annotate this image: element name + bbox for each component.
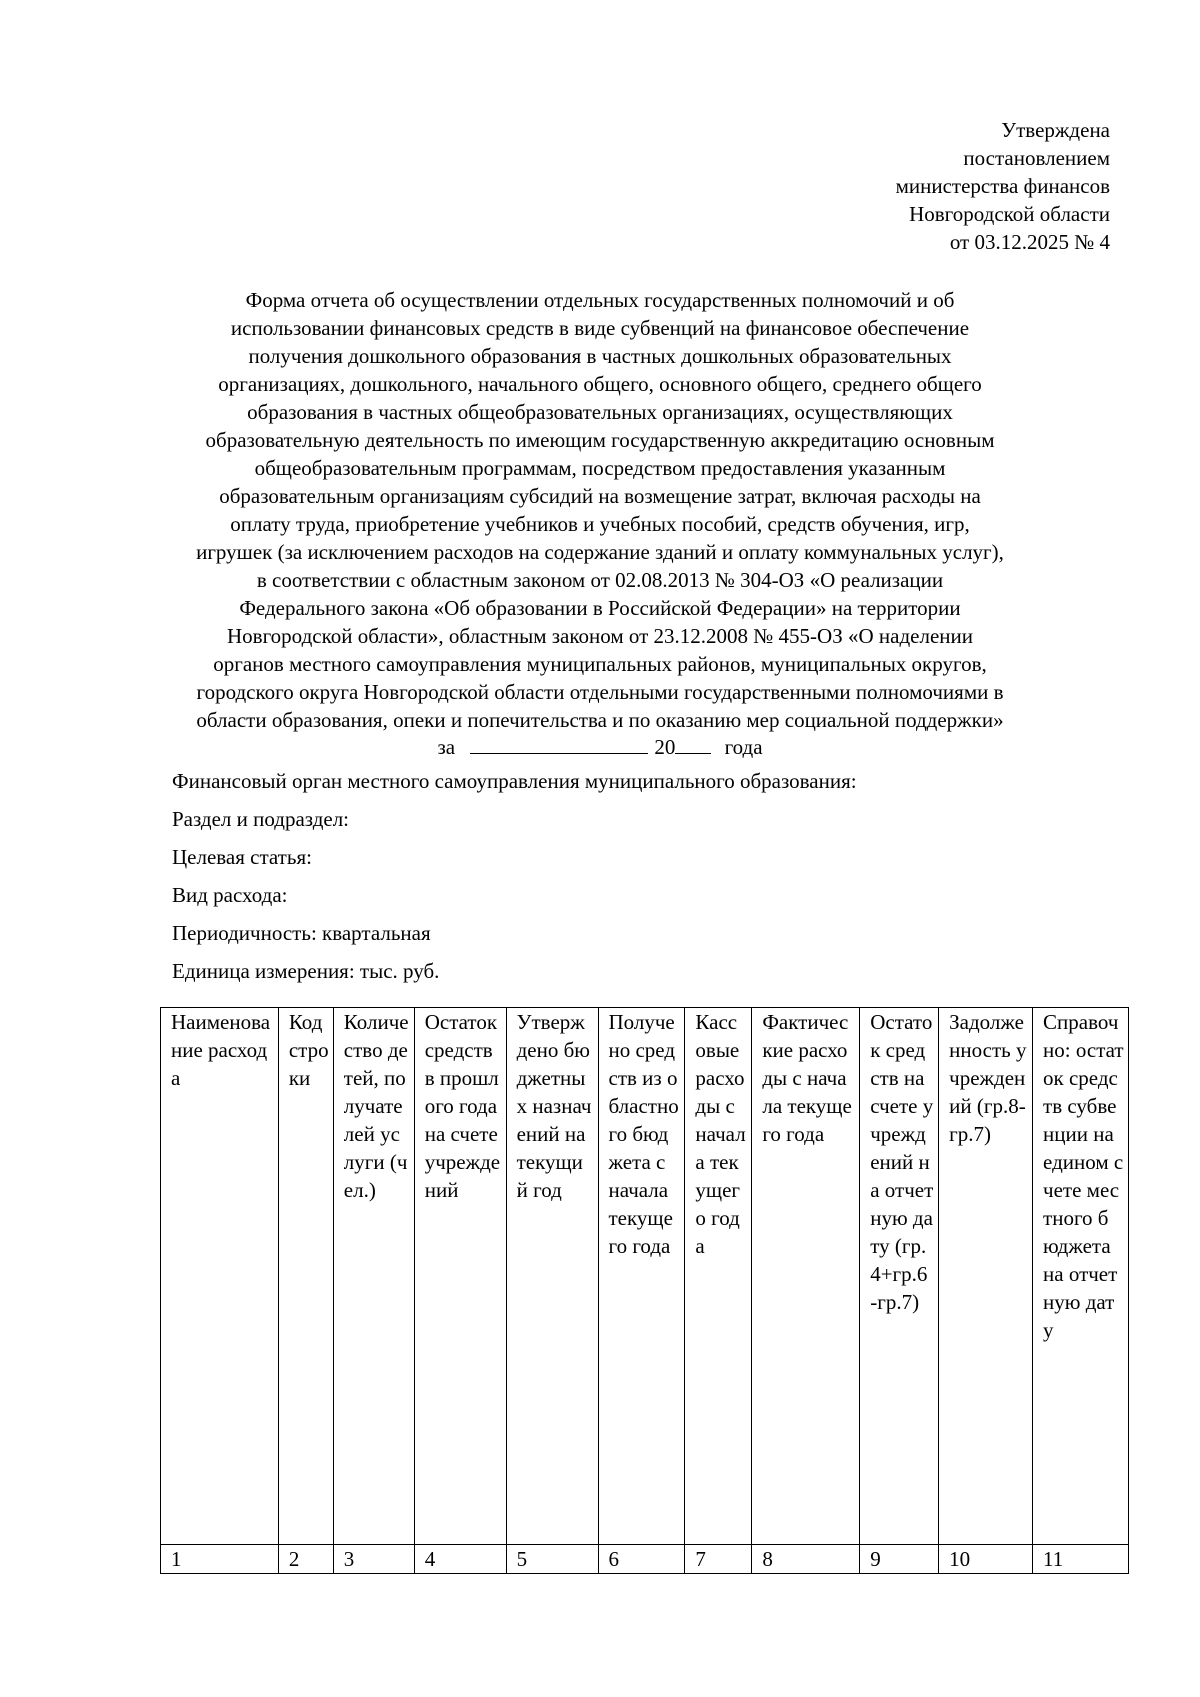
header-cell-balance-on-date: Остаток средств на счете учреждений на отчетную дату (гр.4+гр.6-гр.7) (860, 1008, 939, 1545)
field-section: Раздел и подраздел: (172, 807, 350, 831)
title-line: органов местного самоуправления муниципальных районов, муниципальных округов, (213, 652, 987, 676)
report-period-line (0, 733, 1200, 761)
period-blank[interactable] (470, 733, 648, 754)
field-financial-body: Финансовый орган местного самоуправления муниципального образования: (172, 769, 857, 793)
title-line: оплату труда, приобретение учебников и учебных пособий, средств обучения, игр, (230, 512, 970, 536)
header-cell-expense-name: Наименование расхода (161, 1008, 279, 1545)
field-expense-type: Вид расхода: (172, 883, 288, 907)
number-cell: 2 (278, 1545, 333, 1574)
report-fields (172, 762, 857, 990)
header-cell-approved-budget: Утверждено бюджетных назначений на текущий год (506, 1008, 598, 1545)
header-cell-prev-year-balance: Остаток средств в прошлого года на счете учреждений (414, 1008, 506, 1545)
title-line: общеобразовательным программам, посредством предоставления указанным (254, 456, 946, 480)
period-prefix: за (437, 735, 456, 759)
title-line: получения дошкольного образования в частных дошкольных образовательных (248, 344, 952, 368)
title-line: городского округа Новгородской области отдельными государственными полномочиями в (196, 680, 1004, 704)
number-cell: 7 (685, 1545, 752, 1574)
number-cell: 1 (161, 1545, 279, 1574)
number-cell: 6 (598, 1545, 685, 1574)
period-suffix: года (724, 735, 763, 759)
table-number-row (161, 1545, 1129, 1574)
title-line: Федерального закона «Об образовании в Российской Федерации» на территории (239, 596, 961, 620)
header-cell-actual-expenses: Фактические расходы с начала текущего года (752, 1008, 860, 1545)
approval-line: министерства финансов (895, 174, 1110, 198)
approval-line: Утверждена (1001, 118, 1110, 142)
period-year-prefix: 20 (654, 735, 676, 759)
approval-block (896, 116, 1110, 256)
title-line: области образования, опеки и попечительства и по оказанию мер социальной поддержки» (196, 708, 1004, 732)
header-cell-children-count: Количество детей, получателей услуги (чел.) (333, 1008, 414, 1545)
title-line: игрушек (за исключением расходов на содержание зданий и оплату коммунальных услуг), (196, 540, 1004, 564)
number-cell: 5 (506, 1545, 598, 1574)
approval-line: Новгородской области (909, 202, 1110, 226)
title-line: организациях, дошкольного, начального общего, основного общего, среднего общего (218, 372, 982, 396)
title-line: образовательным организациям субсидий на возмещение затрат, включая расходы на (219, 484, 981, 508)
number-cell: 4 (414, 1545, 506, 1574)
field-target-article: Целевая статья: (172, 845, 312, 869)
approval-line: постановлением (963, 146, 1110, 170)
field-periodicity: Периодичность: квартальная (172, 921, 431, 945)
title-line: Новгородской области», областным законом от 23.12.2008 № 455-ОЗ «О наделении (227, 624, 973, 648)
report-table (160, 1007, 1129, 1574)
title-line: использовании финансовых средств в виде субвенций на финансовое обеспечение (230, 316, 970, 340)
header-cell-debt: Задолженность учреждений (гр.8-гр.7) (939, 1008, 1033, 1545)
number-cell: 3 (333, 1545, 414, 1574)
header-cell-received-funds: Получено средств из областного бюджета с начала текущего года (598, 1008, 685, 1545)
header-cell-row-code: Код строки (278, 1008, 333, 1545)
header-cell-cash-expenses: Кассовые расходы с начала текущего года (685, 1008, 752, 1545)
approval-line: от 03.12.2025 № 4 (949, 230, 1110, 254)
title-line: Форма отчета об осуществлении отдельных государственных полномочий и об (245, 288, 955, 312)
number-cell: 11 (1033, 1545, 1129, 1574)
number-cell: 8 (752, 1545, 860, 1574)
document-title (150, 286, 1050, 734)
table-header-row (161, 1008, 1129, 1545)
year-blank[interactable] (675, 733, 711, 754)
title-line: в соответствии с областным законом от 02.08.2013 № 304-ОЗ «О реализации (256, 568, 944, 592)
number-cell: 10 (939, 1545, 1033, 1574)
number-cell: 9 (860, 1545, 939, 1574)
title-line: образования в частных общеобразовательных организациях, осуществляющих (247, 400, 953, 424)
header-cell-reference-balance: Справочно: остаток средств субвенции на едином счете местного бюджета на отчетную дату (1033, 1008, 1129, 1545)
field-unit: Единица измерения: тыс. руб. (172, 959, 440, 983)
title-line: образовательную деятельность по имеющим государственную аккредитацию основным (205, 428, 995, 452)
